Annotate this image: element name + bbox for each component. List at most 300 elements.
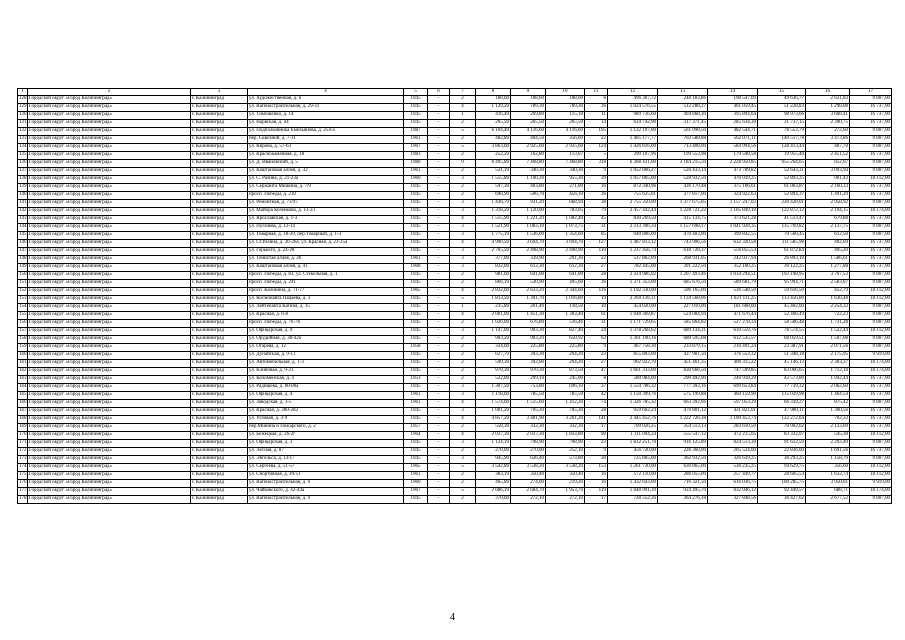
floors-cell: 2 bbox=[450, 360, 476, 368]
area-cell: 2 925,60 bbox=[511, 144, 546, 152]
row-number: 129 bbox=[18, 104, 28, 112]
col6-cell: - bbox=[428, 368, 450, 376]
column-number-header: 16 bbox=[806, 89, 850, 96]
city-cell: г. Калининград bbox=[191, 320, 248, 328]
fund-cost-cell: 924 495,70 bbox=[658, 488, 708, 496]
max-cost-cell: 9 807,00 bbox=[850, 160, 892, 168]
max-cost-cell: 16 737,00 bbox=[850, 408, 892, 416]
city-cell: г. Калининград bbox=[191, 360, 248, 368]
year-cell: 1945 bbox=[404, 320, 428, 328]
municipality-cell: Городской округ «Город Калининград» bbox=[28, 464, 191, 472]
row-number: 137 bbox=[18, 168, 28, 176]
address-cell: ул. Художественная, д. 6 bbox=[248, 96, 404, 104]
total-cost-cell: 1 052 866,27 bbox=[608, 168, 658, 176]
total-cost-cell: 1 024 576,55 bbox=[608, 104, 658, 112]
living-area-cell: 1 073,75 bbox=[546, 224, 585, 232]
total-area-cell: 465,80 bbox=[476, 480, 511, 488]
total-area-cell: 370,60 bbox=[476, 496, 511, 504]
table-row bbox=[18, 368, 892, 376]
floors-cell: 3 bbox=[450, 456, 476, 464]
year-cell: 1945 bbox=[404, 304, 428, 312]
total-cost-cell: 725 865,00 bbox=[608, 456, 658, 464]
living-area-cell: 3 201,20 bbox=[546, 416, 585, 424]
residents-cell: 6 bbox=[585, 96, 608, 104]
address-cell: ул. Кирова, д. 57-63 bbox=[248, 144, 404, 152]
table-row bbox=[18, 144, 892, 152]
floors-cell: 1 bbox=[450, 304, 476, 312]
regional-cost-cell: 473 789,82 bbox=[708, 168, 758, 176]
local-cost-cell: 220 428,01 bbox=[758, 200, 806, 208]
total-area-cell: 1 521,90 bbox=[476, 224, 511, 232]
column-number-header: 15 bbox=[758, 89, 806, 96]
total-area-cell: 832,00 bbox=[476, 264, 511, 272]
year-cell: 1945 bbox=[404, 120, 428, 128]
floors-cell: 2 bbox=[450, 496, 476, 504]
column-number-header: 4 bbox=[248, 89, 404, 96]
municipality-cell: Городской округ «Город Калининград» bbox=[28, 248, 191, 256]
year-cell: 1965 bbox=[404, 464, 428, 472]
table-row bbox=[18, 392, 892, 400]
address-cell: ул. Ремонтная, д. 73/97 bbox=[248, 200, 404, 208]
municipality-cell: Городской округ «Город Калининград» bbox=[28, 448, 191, 456]
fund-cost-cell: 494 868,30 bbox=[658, 112, 708, 120]
area-cell: 201,40 bbox=[511, 304, 546, 312]
area-cell: 340,30 bbox=[511, 168, 546, 176]
city-cell: г. Калининград bbox=[191, 152, 248, 160]
municipality-cell: Городской округ «Город Калининград» bbox=[28, 352, 191, 360]
municipality-cell: Городской округ «Город Калининград» bbox=[28, 360, 191, 368]
table-row bbox=[18, 112, 892, 120]
address-cell: ул. Каштановая аллея, д. 32 bbox=[248, 168, 404, 176]
area-cell: 2 684,70 bbox=[511, 488, 546, 496]
col6-cell: - bbox=[428, 240, 450, 248]
area-cell: 3 481,90 bbox=[511, 416, 546, 424]
fund-cost-cell: 415 134,75 bbox=[658, 216, 708, 224]
local-cost-cell: 23 387,91 bbox=[758, 344, 806, 352]
address-cell: ул. Коломенская, д. 4 bbox=[248, 376, 404, 384]
residents-cell: 22 bbox=[585, 136, 608, 144]
municipality-cell: Городской округ «Город Калининград» bbox=[28, 136, 191, 144]
column-number-header: 13 bbox=[658, 89, 708, 96]
max-cost-cell: 9 807,00 bbox=[850, 224, 892, 232]
residents-cell: 47 bbox=[585, 368, 608, 376]
municipality-cell: Городской округ «Город Калининград» bbox=[28, 496, 191, 504]
municipality-cell: Городской округ «Город Калининград» bbox=[28, 480, 191, 488]
total-area-cell: 1 436,70 bbox=[476, 200, 511, 208]
city-cell: г. Калининград bbox=[191, 112, 248, 120]
row-number: 146 bbox=[18, 240, 28, 248]
year-cell: 1961 bbox=[404, 472, 428, 480]
row-number: 162 bbox=[18, 368, 28, 376]
fund-cost-cell: 575 199,88 bbox=[658, 392, 708, 400]
address-cell: ул. Спортивная, д. 49/51 bbox=[248, 472, 404, 480]
total-cost-cell: 2 269 136,11 bbox=[608, 296, 658, 304]
regional-cost-cell: 324 922,63 bbox=[708, 192, 758, 200]
table-row bbox=[18, 192, 892, 200]
residents-cell: 9 bbox=[585, 344, 608, 352]
regional-cost-cell: 399 842,55 bbox=[708, 232, 758, 240]
total-area-cell: 334,60 bbox=[476, 344, 511, 352]
regional-cost-cell: 2 228 950,85 bbox=[708, 160, 758, 168]
col6-cell: - bbox=[428, 392, 450, 400]
local-cost-cell: 52 408,49 bbox=[758, 312, 806, 320]
fund-cost-cell: 716 321,50 bbox=[658, 480, 708, 488]
year-cell: 1945 bbox=[404, 104, 428, 112]
city-cell: г. Калининград bbox=[191, 128, 248, 136]
floors-cell: 4 bbox=[450, 216, 476, 224]
year-cell: 1961 bbox=[404, 392, 428, 400]
total-cost-cell: 959 602,24 bbox=[608, 408, 658, 416]
table-row bbox=[18, 128, 892, 136]
column-number-header: 9 bbox=[511, 89, 546, 96]
regional-cost-cell: 471 676,44 bbox=[708, 312, 758, 320]
floors-cell: 4 bbox=[450, 416, 476, 424]
local-cost-cell: 100 285,75 bbox=[758, 480, 806, 488]
regional-cost-cell: 406 315,22 bbox=[708, 360, 758, 368]
col6-cell: - bbox=[428, 248, 450, 256]
area-cell: 903,30 bbox=[511, 328, 546, 336]
residents-cell: 17 bbox=[585, 424, 608, 432]
residents-cell: 31 bbox=[585, 224, 608, 232]
total-cost-cell: 1 371 353,00 bbox=[608, 280, 658, 288]
max-cost-cell: 10 112,00 bbox=[850, 472, 892, 480]
max-cost-cell: 9 807,00 bbox=[850, 96, 892, 104]
municipality-cell: Городской округ «Город Калининград» bbox=[28, 392, 191, 400]
fund-cost-cell: 268 931,05 bbox=[658, 256, 708, 264]
municipality-cell: Городской округ «Город Калининград» bbox=[28, 424, 191, 432]
regional-cost-cell: 747 599,85 bbox=[708, 368, 758, 376]
area-cell: 403,80 bbox=[511, 184, 546, 192]
area-cell: 1 391,70 bbox=[511, 296, 546, 304]
regional-cost-cell: 556 855,53 bbox=[708, 248, 758, 256]
regional-cost-cell: 210 491,24 bbox=[708, 344, 758, 352]
total-area-cell: 866,10 bbox=[476, 280, 511, 288]
municipality-cell: Городской округ «Город Калининград» bbox=[28, 280, 191, 288]
floors-cell: 4 bbox=[450, 432, 476, 440]
table-row bbox=[18, 448, 892, 456]
total-cost-cell: 1 048 369,87 bbox=[608, 312, 658, 320]
municipality-cell: Городской округ «Город Калининград» bbox=[28, 160, 191, 168]
total-area-cell: 383,10 bbox=[476, 472, 511, 480]
row-number: 173 bbox=[18, 456, 28, 464]
max-cost-cell: 9 807,00 bbox=[850, 128, 892, 136]
fund-cost-cell: 199 553,98 bbox=[658, 152, 708, 160]
col6-cell: - bbox=[428, 288, 450, 296]
row-number: 157 bbox=[18, 328, 28, 336]
total-cost-cell: 467 758,30 bbox=[608, 344, 658, 352]
unit-cost-cell: 487,70 bbox=[806, 144, 850, 152]
address-cell: ул. Офицерская, д. 3 bbox=[248, 440, 404, 448]
area-cell: 506,70 bbox=[511, 192, 546, 200]
living-area-cell: 2 344,60 bbox=[546, 288, 585, 296]
city-cell: г. Калининград bbox=[191, 400, 248, 408]
unit-cost-cell: 495,20 bbox=[806, 248, 850, 256]
year-cell: 1958 bbox=[404, 344, 428, 352]
col6-cell: - bbox=[428, 152, 450, 160]
residents-cell: 36 bbox=[585, 280, 608, 288]
living-area-cell: 3 694,70 bbox=[546, 240, 585, 248]
floors-cell: 2 bbox=[450, 168, 476, 176]
area-cell: 2 633,20 bbox=[511, 288, 546, 296]
max-cost-cell: 9 807,00 bbox=[850, 312, 892, 320]
regional-cost-cell: 198 547,09 bbox=[708, 96, 758, 104]
total-cost-cell: 1 111 094,24 bbox=[608, 432, 658, 440]
city-cell: г. Калининград bbox=[191, 280, 248, 288]
row-number: 156 bbox=[18, 320, 28, 328]
total-cost-cell: 634 742,90 bbox=[608, 120, 658, 128]
regional-cost-cell: 1 100 453,74 bbox=[708, 416, 758, 424]
table-row bbox=[18, 440, 892, 448]
unit-cost-cell: 1 632,74 bbox=[806, 472, 850, 480]
total-cost-cell: 1 554 786,32 bbox=[608, 384, 658, 392]
city-cell: г. Калининград bbox=[191, 176, 248, 184]
total-area-cell: 945,90 bbox=[476, 456, 511, 464]
table-row bbox=[18, 384, 892, 392]
area-cell: 530,90 bbox=[511, 280, 546, 288]
unit-cost-cell: 2 133,69 bbox=[806, 424, 850, 432]
unit-cost-cell: 1 586,61 bbox=[806, 256, 850, 264]
living-area-cell: 798,90 bbox=[546, 440, 585, 448]
municipality-cell: Городской округ «Город Калининград» bbox=[28, 416, 191, 424]
address-cell: ул. Автомобильная, д. 1-3 bbox=[248, 360, 404, 368]
area-cell: 789,30 bbox=[511, 104, 546, 112]
floors-cell: 2 bbox=[450, 320, 476, 328]
fund-cost-cell: 528 932,50 bbox=[658, 176, 708, 184]
total-cost-cell: 1 192 330,00 bbox=[608, 288, 658, 296]
address-cell: ул. Лесная, д. 87 bbox=[248, 448, 404, 456]
row-number: 140 bbox=[18, 192, 28, 200]
living-area-cell: 3 538,20 bbox=[546, 464, 585, 472]
year-cell: 1945 bbox=[404, 360, 428, 368]
local-cost-cell: 52 893,25 bbox=[758, 176, 806, 184]
total-cost-cell: 1 432 643,00 bbox=[608, 480, 658, 488]
max-cost-cell: 9 807,00 bbox=[850, 344, 892, 352]
area-cell: 299,10 bbox=[511, 376, 546, 384]
residents-cell: 19 bbox=[585, 296, 608, 304]
col6-cell: - bbox=[428, 96, 450, 104]
city-cell: г. Калининград bbox=[191, 408, 248, 416]
total-cost-cell: 1 378 268,62 bbox=[608, 328, 658, 336]
unit-cost-cell: 722,23 bbox=[806, 312, 850, 320]
municipality-cell: Городской округ «Город Калининград» bbox=[28, 456, 191, 464]
year-cell: 1945 bbox=[404, 368, 428, 376]
residents-cell: 110 bbox=[585, 248, 608, 256]
max-cost-cell: 10 112,00 bbox=[850, 464, 892, 472]
floors-cell: 5 bbox=[450, 296, 476, 304]
local-cost-cell: 51 348,18 bbox=[758, 352, 806, 360]
regional-cost-cell: 1 105 849,10 bbox=[708, 208, 758, 216]
table-row bbox=[18, 456, 892, 464]
col6-cell: - bbox=[428, 184, 450, 192]
city-cell: г. Калининград bbox=[191, 104, 248, 112]
year-cell: 1987 bbox=[404, 128, 428, 136]
living-area-cell: 2 925,60 bbox=[546, 144, 585, 152]
total-cost-cell: 755 635,01 bbox=[608, 192, 658, 200]
floors-cell: 2 bbox=[450, 192, 476, 200]
year-cell: 1945 bbox=[404, 408, 428, 416]
col6-cell: - bbox=[428, 144, 450, 152]
table-row bbox=[18, 352, 892, 360]
municipality-cell: Городской округ «Город Калининград» bbox=[28, 128, 191, 136]
municipality-cell: Городской округ «Город Калининград» bbox=[28, 176, 191, 184]
unit-cost-cell: 702,33 bbox=[806, 416, 850, 424]
city-cell: г. Калининград bbox=[191, 240, 248, 248]
city-cell: г. Калининград bbox=[191, 424, 248, 432]
living-area-cell: 340,30 bbox=[546, 168, 585, 176]
area-cell: 1 120,00 bbox=[511, 208, 546, 216]
year-cell: 1980 bbox=[404, 160, 428, 168]
total-cost-cell: 830 269,50 bbox=[608, 216, 658, 224]
total-cost-cell: 1 057 865,00 bbox=[608, 176, 658, 184]
total-area-cell: 970,30 bbox=[476, 368, 511, 376]
address-cell: ул. Космонавта Пацаева, д. 3 bbox=[248, 296, 404, 304]
address-cell: ул. Сергеева, д. 51-57 bbox=[248, 464, 404, 472]
residents-cell: 116 bbox=[585, 288, 608, 296]
column-number-header: 12 bbox=[608, 89, 658, 96]
total-cost-cell: 1 150 399,76 bbox=[608, 392, 658, 400]
total-area-cell: 1 813,50 bbox=[476, 296, 511, 304]
table-row bbox=[18, 424, 892, 432]
total-area-cell: 2 037,30 bbox=[476, 432, 511, 440]
row-number: 172 bbox=[18, 448, 28, 456]
total-cost-cell: 454 020,00 bbox=[608, 304, 658, 312]
table-row bbox=[18, 152, 892, 160]
address-cell: ул. Ст.Разина, д. 26-26а, ул. Красная, д. 23-25а bbox=[248, 240, 404, 248]
fund-cost-cell: 362 932,50 bbox=[658, 456, 708, 464]
year-cell: 1945 bbox=[404, 200, 428, 208]
regional-cost-cell: 283 610,50 bbox=[708, 424, 758, 432]
local-cost-cell: 45 146,13 bbox=[758, 360, 806, 368]
max-cost-cell: 16 737,00 bbox=[850, 112, 892, 120]
city-cell: г. Калининград bbox=[191, 440, 248, 448]
regional-cost-cell: 461 059,45 bbox=[708, 104, 758, 112]
row-number: 149 bbox=[18, 264, 28, 272]
col6-cell: - bbox=[428, 296, 450, 304]
total-cost-cell: 728 552,36 bbox=[608, 496, 658, 504]
year-cell: 1945 bbox=[404, 416, 428, 424]
max-cost-cell: 10 112,00 bbox=[850, 328, 892, 336]
total-cost-cell: 1 171 729,65 bbox=[608, 320, 658, 328]
floors-cell: 3 bbox=[450, 392, 476, 400]
row-number: 154 bbox=[18, 304, 28, 312]
regional-cost-cell: 1 157 247,03 bbox=[708, 200, 758, 208]
unit-cost-cell: 2 451,52 bbox=[806, 152, 850, 160]
col6-cell: - bbox=[428, 472, 450, 480]
max-cost-cell: 9 807,00 bbox=[850, 168, 892, 176]
local-cost-cell: 128 413,44 bbox=[758, 144, 806, 152]
local-cost-cell: 41 513,47 bbox=[758, 216, 806, 224]
area-cell: 903,20 bbox=[511, 336, 546, 344]
fund-cost-cell: 391 222,50 bbox=[658, 264, 708, 272]
table-row bbox=[18, 104, 892, 112]
unit-cost-cell: 2 958,92 bbox=[806, 200, 850, 208]
row-number: 171 bbox=[18, 440, 28, 448]
municipality-cell: Городской округ «Город Калининград» bbox=[28, 304, 191, 312]
row-number: 170 bbox=[18, 432, 28, 440]
address-cell: ул. Офицерская, д. 9 bbox=[248, 328, 404, 336]
area-cell: 1 515,60 bbox=[511, 400, 546, 408]
column-number-header: 14 bbox=[708, 89, 758, 96]
living-area-cell: 294,20 bbox=[546, 352, 585, 360]
fund-cost-cell: 743 906,56 bbox=[658, 240, 708, 248]
living-area-cell: 827,40 bbox=[546, 328, 585, 336]
max-cost-cell: 9 807,00 bbox=[850, 400, 892, 408]
col6-cell: - bbox=[428, 272, 450, 280]
residents-cell: 36 bbox=[585, 104, 608, 112]
col6-cell: - bbox=[428, 456, 450, 464]
regional-cost-cell: 246 918,20 bbox=[708, 376, 758, 384]
municipality-cell: Городской округ «Город Калининград» bbox=[28, 432, 191, 440]
city-cell: г. Калининград bbox=[191, 272, 248, 280]
living-area-cell: 7 468,80 bbox=[546, 160, 585, 168]
address-cell: ул. Вагоностроительная, д. 6 bbox=[248, 480, 404, 488]
municipality-cell: Городской округ «Город Калининград» bbox=[28, 272, 191, 280]
table-row bbox=[18, 200, 892, 208]
area-cell: 7 468,80 bbox=[511, 160, 546, 168]
living-area-cell: 789,30 bbox=[546, 104, 585, 112]
unit-cost-cell: 1 277,88 bbox=[806, 264, 850, 272]
year-cell: 1945 bbox=[404, 224, 428, 232]
residents-cell: 127 bbox=[585, 240, 608, 248]
max-cost-cell: 16 737,00 bbox=[850, 248, 892, 256]
fund-cost-cell: 512 288,27 bbox=[658, 104, 708, 112]
address-cell: ул. Чайковского, д. 42-44а bbox=[248, 488, 404, 496]
living-area-cell: 1 082,40 bbox=[546, 216, 585, 224]
total-area-cell: 597,30 bbox=[476, 184, 511, 192]
total-area-cell: 416,40 bbox=[476, 112, 511, 120]
fund-cost-cell: 3 184 215,50 bbox=[658, 160, 708, 168]
municipality-cell: Городской округ «Город Калининград» bbox=[28, 152, 191, 160]
year-cell: 1968 bbox=[404, 264, 428, 272]
regional-cost-cell: 326 639,25 bbox=[708, 456, 758, 464]
fund-cost-cell: 286 055,00 bbox=[658, 472, 708, 480]
municipality-cell: Городской округ «Город Калининград» bbox=[28, 208, 191, 216]
living-area-cell: 1 953,70 bbox=[546, 488, 585, 496]
fund-cost-cell: 585 864,82 bbox=[658, 320, 708, 328]
regional-cost-cell: 1 041 928,35 bbox=[708, 224, 758, 232]
unit-cost-cell: 1 522,44 bbox=[806, 328, 850, 336]
table-row bbox=[18, 496, 892, 504]
floors-cell: 2 bbox=[450, 280, 476, 288]
row-number: 166 bbox=[18, 400, 28, 408]
unit-cost-cell: 2 677,52 bbox=[806, 496, 850, 504]
col6-cell: - bbox=[428, 424, 450, 432]
year-cell: 1945 bbox=[404, 280, 428, 288]
row-number: 161 bbox=[18, 360, 28, 368]
floors-cell: 1 bbox=[450, 112, 476, 120]
total-area-cell: 1 318,20 bbox=[476, 208, 511, 216]
living-area-cell: 783,05 bbox=[546, 208, 585, 216]
total-area-cell: 522,00 bbox=[476, 376, 511, 384]
floors-cell: 3 bbox=[450, 176, 476, 184]
living-area-cell: 4 116,60 bbox=[546, 128, 585, 136]
regional-cost-cell: 632 320,58 bbox=[708, 240, 758, 248]
city-cell: г. Калининград bbox=[191, 480, 248, 488]
address-cell: ул. Клиновая, д. 9-21 bbox=[248, 368, 404, 376]
municipality-cell: Городской округ «Город Калининград» bbox=[28, 368, 191, 376]
table-row bbox=[18, 280, 892, 288]
local-cost-cell: 36 427,62 bbox=[758, 496, 806, 504]
row-number: 148 bbox=[18, 256, 28, 264]
living-area-cell: 1 412,20 bbox=[546, 400, 585, 408]
table-row bbox=[18, 488, 892, 496]
regional-cost-cell: 584 994,56 bbox=[708, 144, 758, 152]
fund-cost-cell: 1 157 698,17 bbox=[658, 224, 708, 232]
total-area-cell: 377,00 bbox=[476, 256, 511, 264]
regional-cost-cell: 472 215,05 bbox=[708, 432, 758, 440]
fund-cost-cell: 777 393,16 bbox=[658, 384, 708, 392]
residents-cell: 11 bbox=[585, 112, 608, 120]
